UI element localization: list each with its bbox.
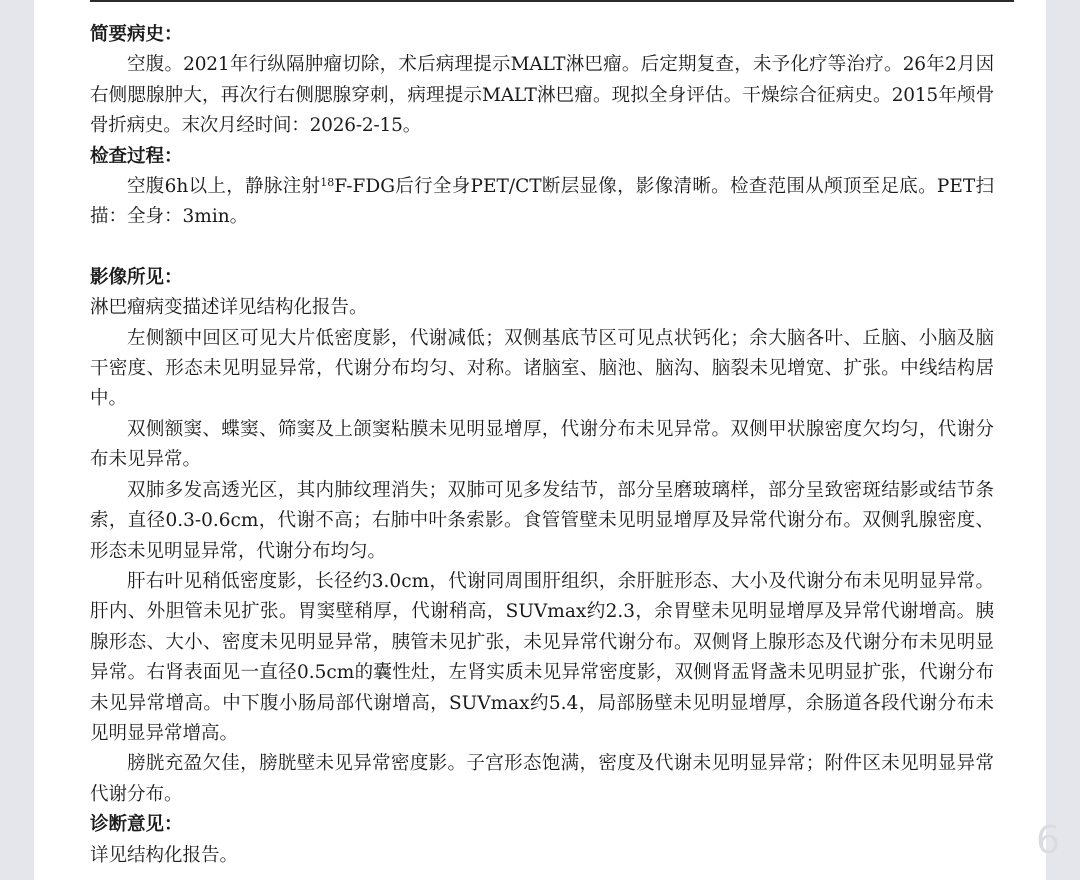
findings-pelvis: 膀胱充盈欠佳，膀胱壁未见异常密度影。子宫形态饱满，密度及代谢未见明显异常；附件区未见明显异常代谢分布。 — [90, 753, 994, 805]
history-text: 空腹。2021年行纵隔肿瘤切除，术后病理提示MALT淋巴瘤。后定期复查，未予化疗等治疗。26年2月因右侧腮腺肿大，再次行右侧腮腺穿刺，病理提示MALT淋巴瘤。现拟全身评估。干燥综合征病史。2015年颅骨骨折病史。末次月经时间：2026-2-15。 — [90, 54, 994, 137]
isotope-mass-number: 18 — [320, 176, 335, 190]
report-page — [34, 0, 1046, 880]
report-body — [90, 20, 994, 871]
findings-intro: 淋巴瘤病变描述详见结构化报告。 — [90, 297, 368, 319]
findings-heading: 影像所见： — [90, 266, 183, 288]
procedure-text-before: 空腹6h以上，静脉注射 — [127, 176, 321, 198]
procedure-heading: 检查过程： — [90, 145, 183, 167]
page-number: 6 — [1036, 818, 1061, 862]
history-heading: 简要病史： — [90, 24, 183, 45]
top-divider — [90, 0, 1014, 2]
diagnosis-text: 详见结构化报告。 — [90, 844, 239, 866]
findings-sinus-thyroid: 双侧额窦、蝶窦、筛窦及上颌窦粘膜未见明显增厚，代谢分布未见异常。双侧甲状腺密度欠均匀，代谢分布未见异常。 — [90, 418, 994, 471]
findings-chest: 双肺多发高透光区，其内肺纹理消失；双肺可见多发结节，部分呈磨玻璃样，部分呈致密斑结影或结节条索，直径0.3-0.6cm，代谢不高；右肺中叶条索影。食管管壁未见明显增厚及异常代谢分布。双侧乳腺密度、形态未见明显异常，代谢分布均匀。 — [90, 479, 994, 562]
diagnosis-heading: 诊断意见： — [90, 814, 183, 836]
findings-brain: 左侧额中回区可见大片低密度影，代谢减低；双侧基底节区可见点状钙化；余大脑各叶、丘脑、小脑及脑干密度、形态未见明显异常，代谢分布均匀、对称。诸脑室、脑池、脑沟、脑裂未见增宽、扩张。中线结构居中。 — [90, 327, 994, 410]
section-gap — [90, 233, 994, 263]
procedure-text — [90, 172, 994, 233]
findings-abdomen: 肝右叶见稍低密度影，长径约3.0cm，代谢同周围肝组织，余肝脏形态、大小及代谢分布未见明显异常。肝内、外胆管未见扩张。胃窦壁稍厚，代谢稍高，SUVmax约2.3，余胃壁未见明显增厚及异常代谢增高。胰腺形态、大小、密度未见明显异常，胰管未见扩张，未见异常代谢分布。双侧肾上腺形态及代谢分布未见明显异常。右肾表面见一直径0.5cm的囊性灶，左肾实质未见异常密度影，双侧肾盂肾盏未见明显扩张，代谢分布未见异常增高。中下腹小肠局部代谢增高，SUVmax约5.4，局部肠壁未见明显增厚，余肠道各段代谢分布未见明显异常增高。 — [90, 570, 994, 744]
procedure-text-after: F-FDG后行全身PET/CT断层显像，影像清晰。检查范围从颅顶至足底。PET扫描：全身：3min。 — [90, 176, 994, 228]
